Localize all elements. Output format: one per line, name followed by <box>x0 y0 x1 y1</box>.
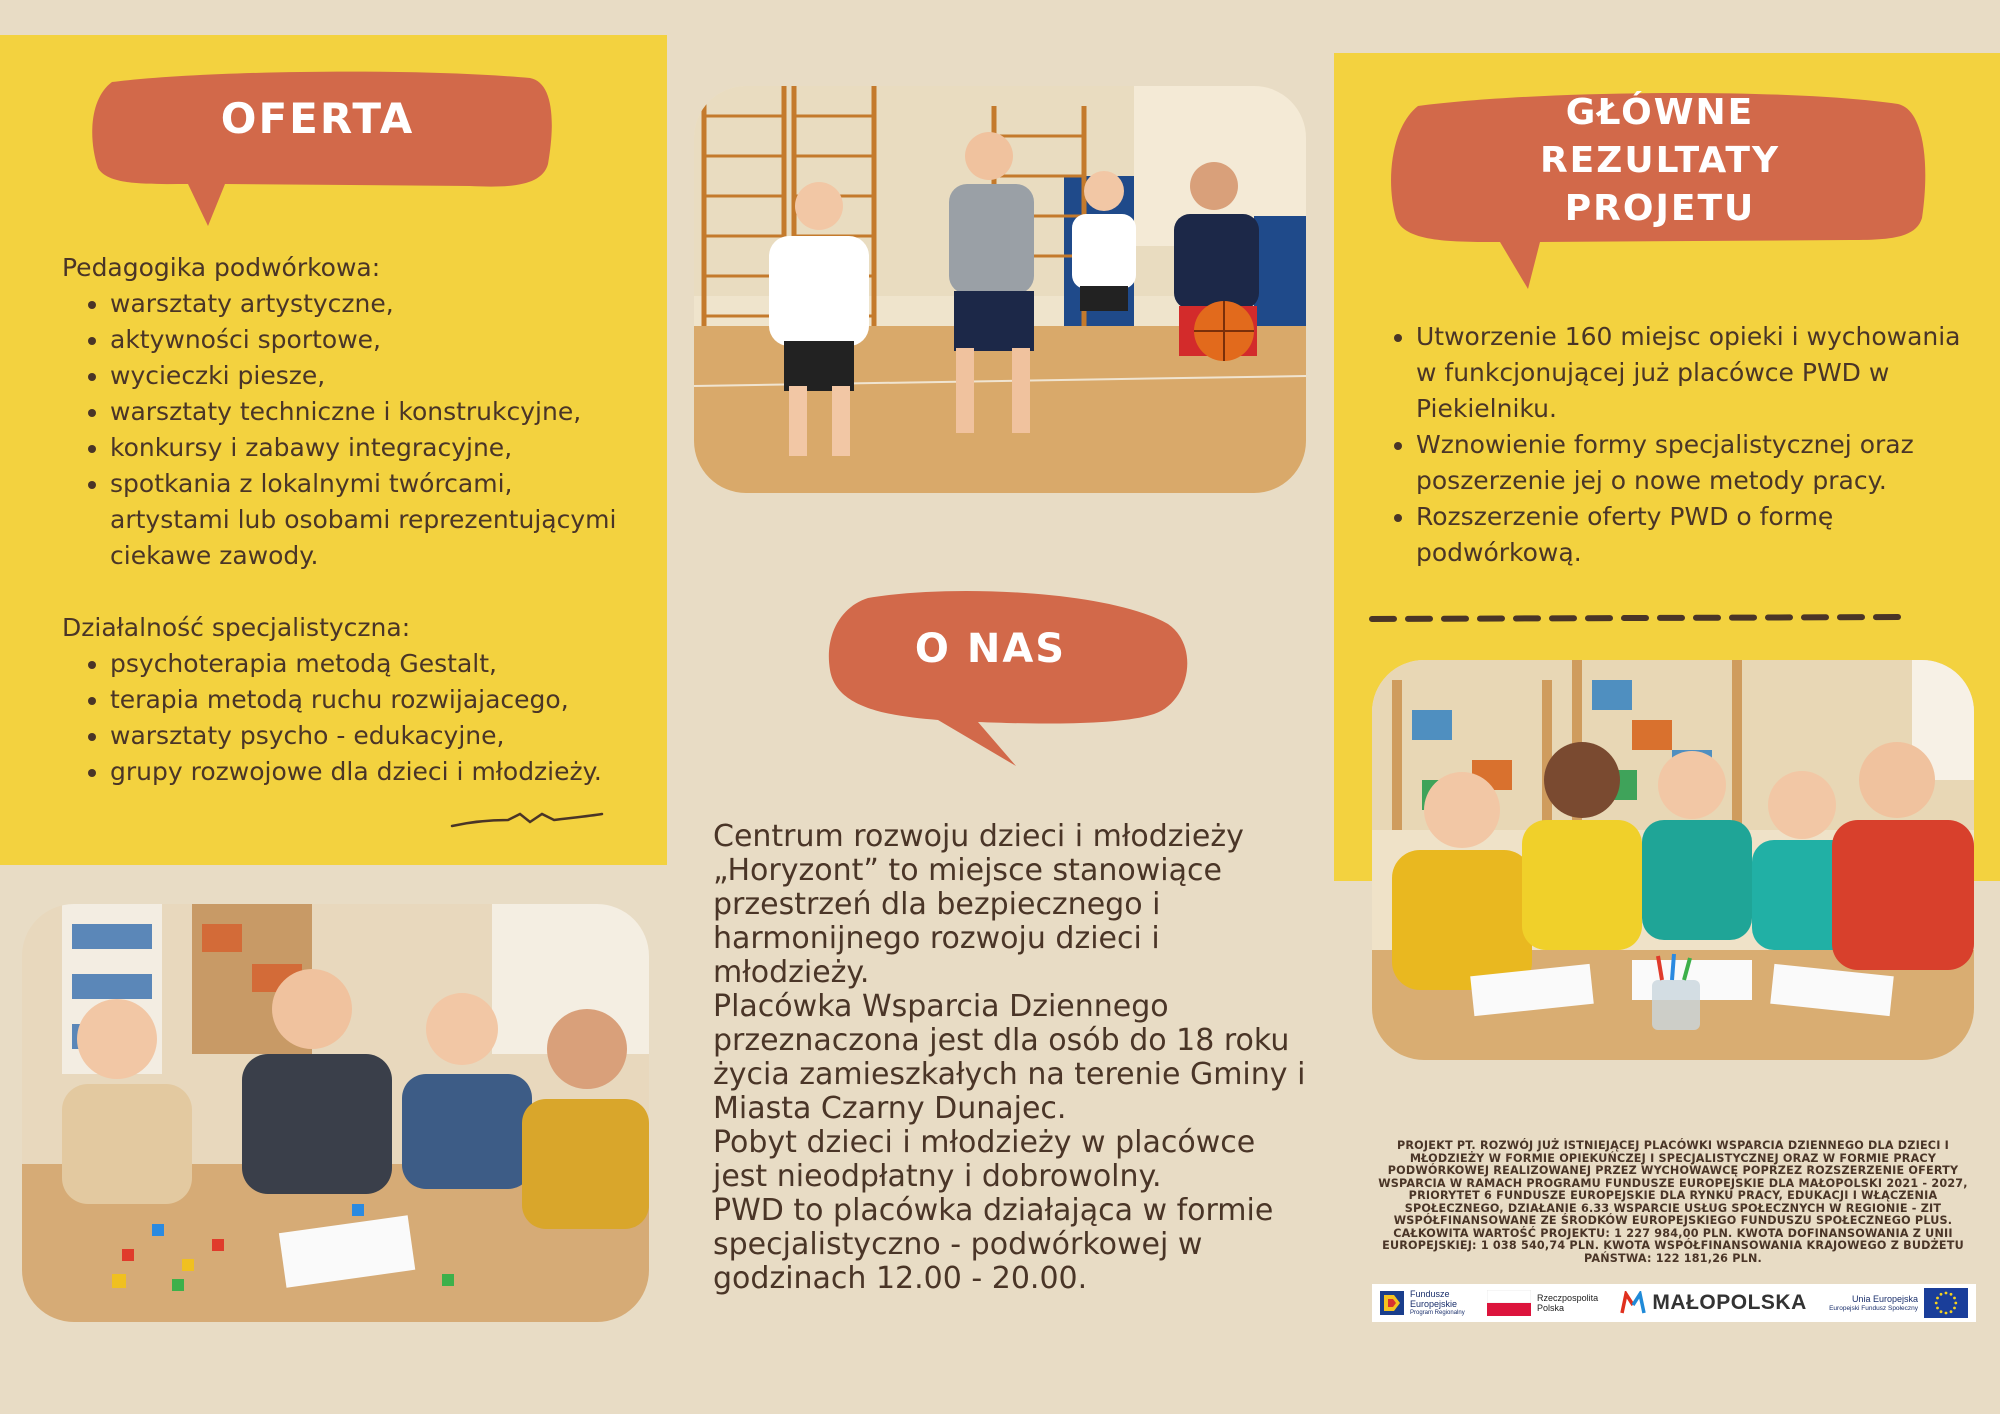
fe-flag-icon <box>1380 1291 1404 1315</box>
list-item: • Utworzenie 160 miejsc opieki i wychowania w funkcjonującej już placówce PWD w Piekielniku. <box>1416 319 1968 427</box>
logo-unia-europejska <box>1829 1288 1968 1318</box>
rezultaty-title-line: GŁÓWNE <box>1565 92 1755 133</box>
onas-paragraph: PWD to placówka działająca w formie specjalistyczno - podwórkowej w godzinach 12.00 - 20.00. <box>713 1193 1274 1296</box>
photo-children-drawing-table <box>1372 660 1974 1060</box>
list-item: • wycieczki piesze, <box>110 358 642 394</box>
oferta-section2-list <box>62 646 642 790</box>
list-item: • aktywności sportowe, <box>110 322 642 358</box>
list-item: • grupy rozwojowe dla dzieci i młodzieży. <box>110 754 642 790</box>
dashed-divider <box>1368 612 1908 626</box>
eu-flag-icon <box>1924 1288 1968 1318</box>
rp-line2: Polska <box>1537 1303 1565 1313</box>
onas-title-bubble <box>828 584 1193 770</box>
logo-rzeczpospolita-polska <box>1487 1290 1598 1316</box>
rezultaty-title-bubble <box>1390 84 1930 294</box>
polish-flag-icon <box>1487 1290 1531 1316</box>
funding-logos-strip <box>1372 1284 1976 1322</box>
list-item: • warsztaty techniczne i konstrukcyjne, <box>110 394 642 430</box>
onas-content <box>713 820 1313 1296</box>
oferta-title: OFERTA <box>220 94 415 143</box>
list-item: • terapia metodą ruchu rozwijajacego, <box>110 682 642 718</box>
oferta-section1-heading: Pedagogika podwórkowa: <box>62 253 381 282</box>
list-item: • konkursy i zabawy integracyjne, <box>110 430 642 466</box>
ue-line1: Unia Europejska <box>1851 1293 1918 1304</box>
list-item: • spotkania z lokalnymi twórcami, artystami lub osobami reprezentującymi ciekawe zawody. <box>110 466 642 574</box>
oferta-title-bubble <box>90 68 555 233</box>
funding-note: PROJEKT PT. ROZWÓJ JUŻ ISTNIEJĄCEJ PLACÓWKI WSPARCIA DZIENNEGO DLA DZIECI I MŁODZIEŻY W FORMIE OPIEKUŃCZEJ I SPECJALISTYCZNEJ ORAZ W FORMIE PRACY PODWÓRKOWEJ REALIZOWANEJ PRZEZ WYCHOWAWCĘ POPRZEZ ROZSZERZENIE OFERTY WSPARCIA W RAMACH PROGRAMU FUNDUSZE EUROPEJSKIE DLA MAŁOPOLSKI 2021 - 2027, PRIORYTET 6 FUNDUSZE EUROPEJSKIE DLA RYNKU PRACY, EDUKACJI I WŁĄCZENIA SPOŁECZNEGO, DZIAŁANIE 6.33 WSPARCIE USŁUG SPOŁECZNYCH W REGIONIE - ZIT WSPÓŁFINANSOWANE ZE ŚRODKÓW EUROPEJSKIEGO FUNDUSZU SPOŁECZNEGO PLUS. CAŁKOWITA WARTOŚĆ PROJEKTU: 1 227 984,00 PLN. KWOTA DOFINANSOWANIA Z UNII EUROPEJSKIEJ: 1 038 540,74 PLN. KWOTA WSPÓŁFINANSOWANIA KRAJOWEGO Z BUDŻETU PAŃSTWA: 122 181,26 PLN. <box>1378 1139 1968 1265</box>
fe-line3: Program Regionalny <box>1410 1310 1465 1316</box>
photo-children-classroom-blocks <box>22 904 649 1322</box>
rezultaty-title-line: PROJETU <box>1564 188 1756 229</box>
ue-line2: Europejski Fundusz Społeczny <box>1829 1304 1918 1312</box>
list-item: • Rozszerzenie oferty PWD o formę podwórkową. <box>1416 499 1968 571</box>
rezultaty-list <box>1368 319 1968 571</box>
list-item: • warsztaty artystyczne, <box>110 286 642 322</box>
logo-malopolska <box>1620 1291 1806 1315</box>
photo-children-playing-gym <box>694 86 1306 493</box>
oferta-section1-list <box>62 286 642 574</box>
logo-fundusze-europejskie <box>1380 1289 1465 1317</box>
fe-line1: Fundusze <box>1410 1289 1450 1299</box>
list-item: • Wznowienie formy specjalistycznej oraz poszerzenie jej o nowe metody pracy. <box>1416 427 1968 499</box>
onas-paragraph: Pobyt dzieci i młodzieży w placówce jest nieodpłatny i dobrowolny. <box>713 1125 1256 1194</box>
malopolska-m-icon <box>1620 1291 1646 1315</box>
list-item: • psychoterapia metodą Gestalt, <box>110 646 642 682</box>
squiggle-decoration <box>450 808 610 832</box>
rezultaty-title <box>1390 89 1930 233</box>
fe-line2: Europejskie <box>1410 1299 1458 1309</box>
list-item: • warsztaty psycho - edukacyjne, <box>110 718 642 754</box>
onas-paragraph: Placówka Wsparcia Dziennego przeznaczona jest dla osób do 18 roku życia zamieszkałych na terenie Gminy i Miasta Czarny Dunajec. <box>713 989 1306 1126</box>
rp-line1: Rzeczpospolita <box>1537 1293 1599 1303</box>
oferta-content <box>62 250 642 790</box>
rezultaty-content <box>1368 319 1968 571</box>
rezultaty-title-line: REZULTATY <box>1539 140 1781 181</box>
onas-title: O NAS <box>914 626 1067 672</box>
oferta-section2-heading: Działalność specjalistyczna: <box>62 613 411 642</box>
malopolska-text: MAŁOPOLSKA <box>1652 1291 1807 1314</box>
onas-paragraph: Centrum rozwoju dzieci i młodzieży „Horyzont” to miejsce stanowiące przestrzeń dla bezpiecznego i harmonijnego rozwoju dzieci i młodzieży. <box>713 819 1244 990</box>
